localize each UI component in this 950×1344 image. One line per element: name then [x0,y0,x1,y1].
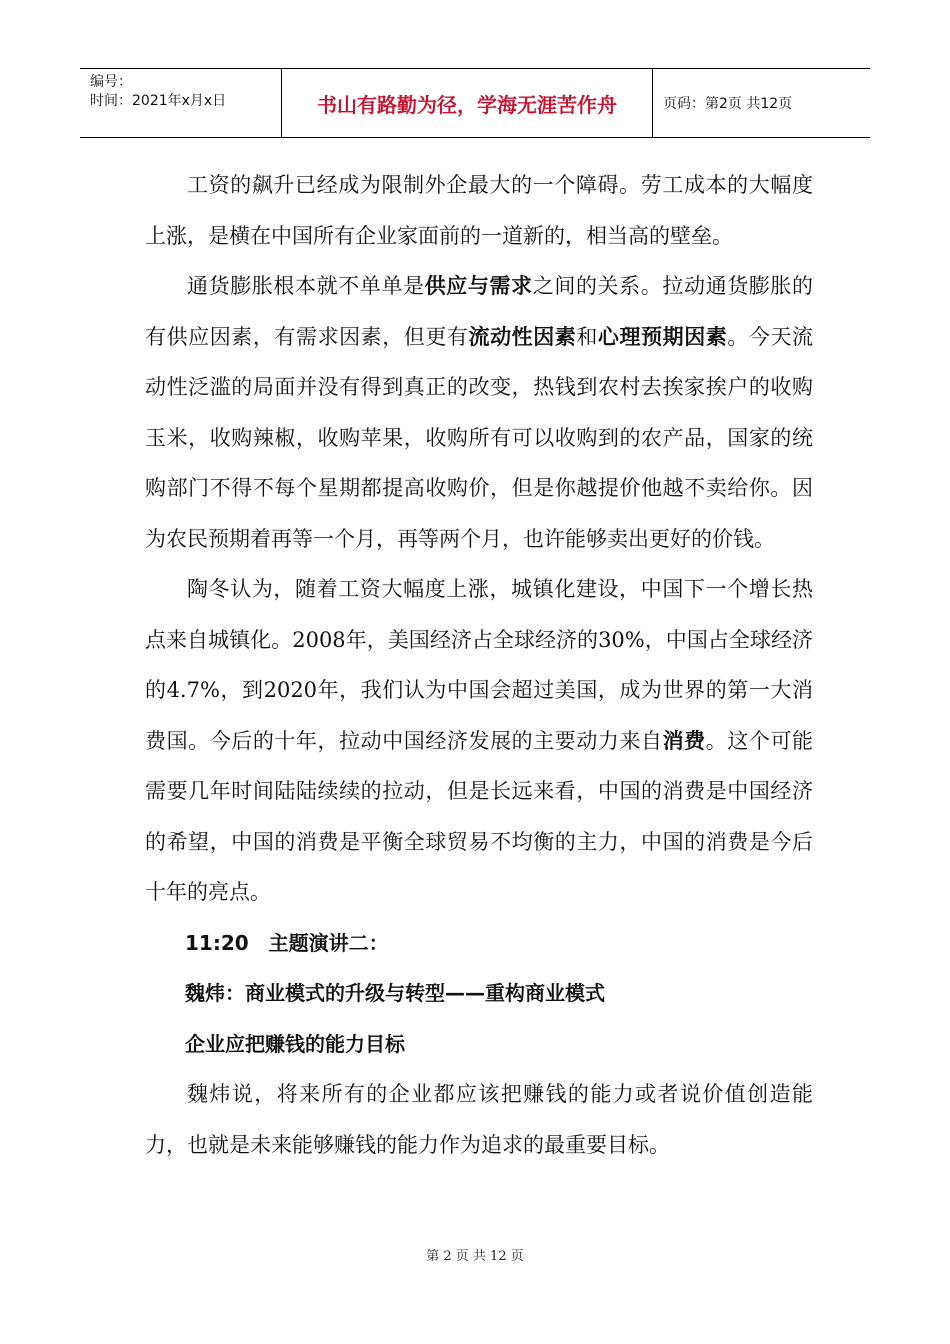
bold-term: 供应与需求 [424,274,533,298]
text-run: 。这个可能需要几年时间陆陆续续的拉动，但是长远来看，中国的消费是中国经济的希望，中国的消费是平衡全球贸易不均衡的主力，中国的消费是今后十年的亮点。 [145,728,814,904]
text-run: 。今天流动性泛滥的局面并没有得到真正的改变，热钱到农村去挨家挨户的收购玉米，收购辣椒，收购苹果，收购所有可以收购到的农产品，国家的统购部门不得不每个星期都提高收购价，但是你越提价他越不卖给你。因为农民预期着再等一个月，再等两个月，也许能够卖出更好的价钱。 [145,324,814,551]
page-footer: 第 2 页 共 12 页 [426,1249,524,1264]
bold-term: 消费 [662,728,706,753]
number-label: 编号： [90,74,132,90]
section-time-heading: 11:20 主题演讲二： [185,930,389,955]
header-meta [80,69,282,137]
header-page-info: 页码：第2页 共12页 [663,96,793,112]
text-run: 通货膨胀根本就不单单是 [187,274,425,298]
bold-term: 心理预期因素 [597,324,728,349]
text-run: 之间的关系。拉动通货膨胀的有供应因素，有需求因素，但更有 [145,274,814,349]
document-body [145,160,813,1170]
header-motto: 书山有路勤为径，学海无涯苦作舟 [282,69,653,137]
bold-term: 流动性因素 [468,324,577,349]
paragraph-weiwei: 魏炜说，将来所有的企业都应该把赚钱的能力或者说价值创造能力，也就是未来能够赚钱的能力作为追求的最重要目标。 [145,1082,813,1157]
paragraph-inflation [145,261,813,564]
paragraph-consumption [145,564,813,918]
section-subheading: 企业应把赚钱的能力目标 [185,1031,405,1056]
page-header [80,68,870,138]
text-run: 和 [576,324,598,349]
time-label: 时间：2021年x月x日 [90,93,227,109]
paragraph-wages: 工资的飙升已经成为限制外企最大的一个障碍。劳工成本的大幅度上涨，是横在中国所有企业家面前的一道新的，相当高的壁垒。 [145,173,813,248]
text-run: 陶冬认为，随着工资大幅度上涨，城镇化建设，中国下一个增长热点来自城镇化。2008年，美国经济占全球经济的30%，中国占全球经济的4.7%，到2020年，我们认为中国会超过美国，成为世界的第一大消费国。今后的十年，拉动中国经济发展的主要动力来自 [145,577,813,753]
section-title-heading: 魏炜：商业模式的升级与转型——重构商业模式 [185,981,605,1005]
